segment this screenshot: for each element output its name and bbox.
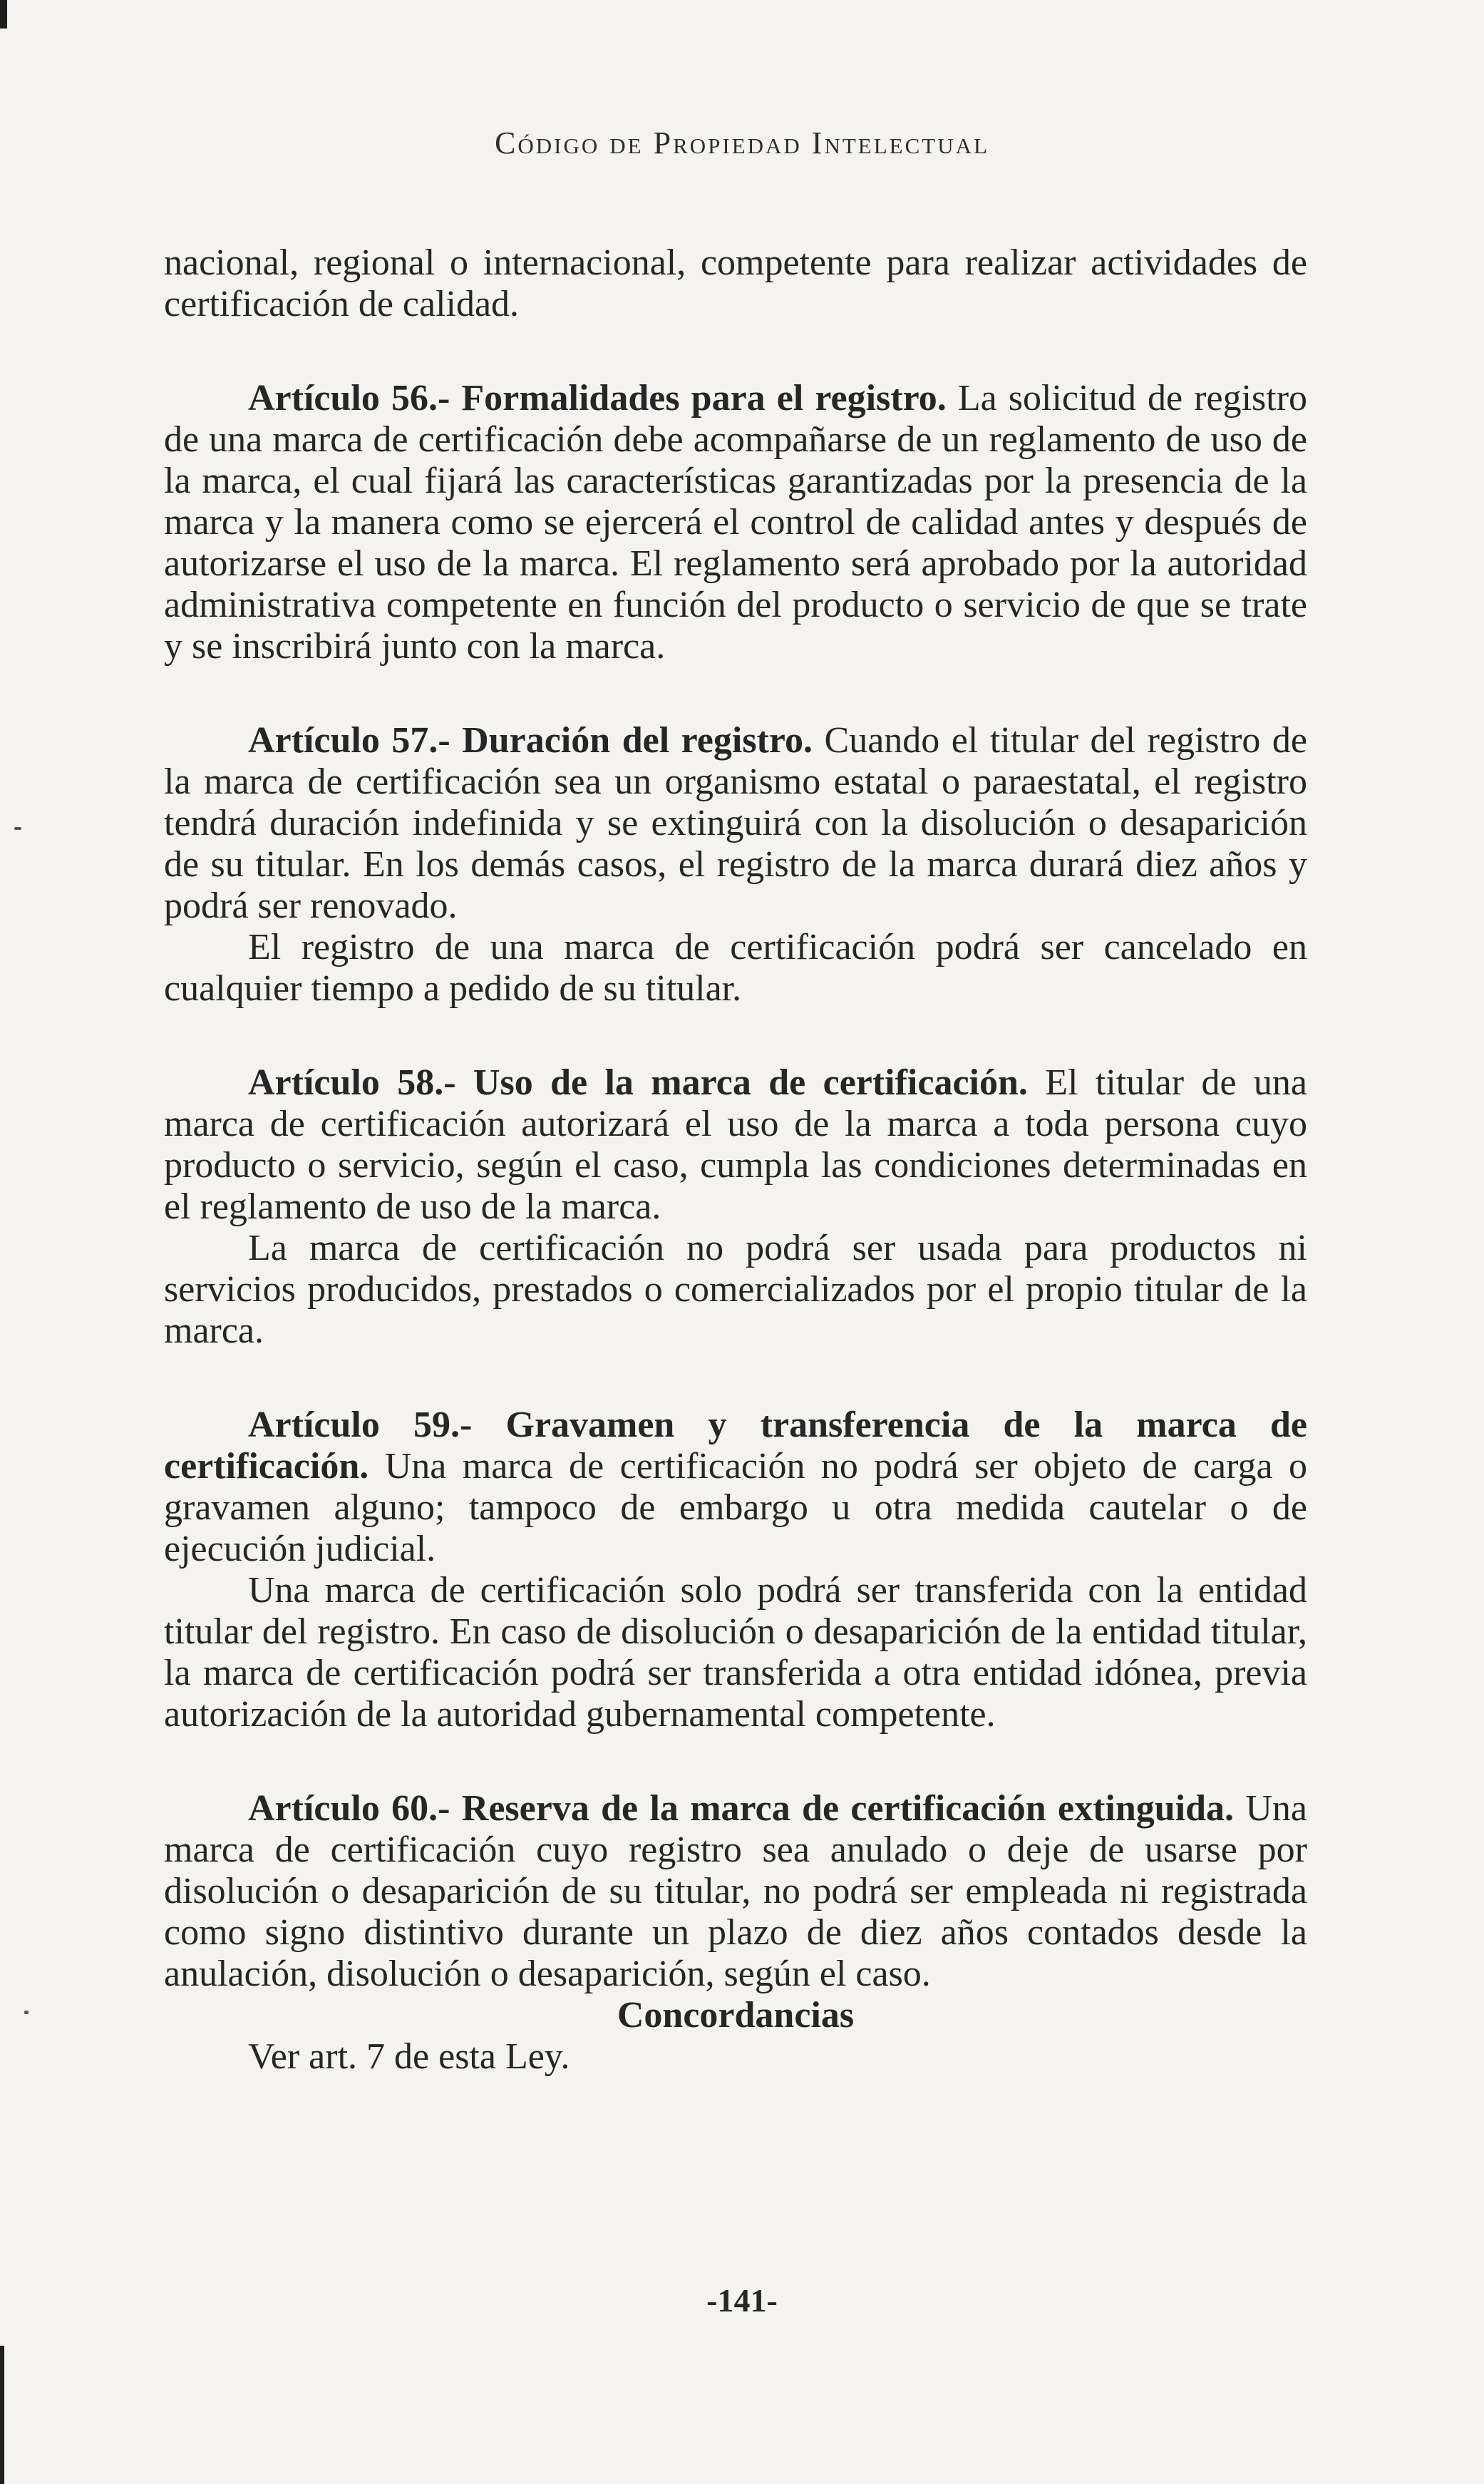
article-58-paragraph-2: La marca de certificación no podrá ser usada para productos ni servicios producidos, prestados o comercializados por el propio titular de la marca.: [164, 1228, 1307, 1351]
page-number: -141-: [706, 2282, 778, 2319]
continuation-paragraph: nacional, regional o internacional, competente para realizar actividades de certificación de calidad.: [164, 242, 1307, 324]
article-57: [164, 720, 1307, 927]
concordancias-text: Ver art. 7 de esta Ley.: [248, 2036, 570, 2077]
article-60: [164, 1788, 1307, 1995]
scan-speck: [14, 827, 21, 830]
article-56-title: Artículo 56.- Formalidades para el registro.: [248, 378, 947, 419]
article-60-title: Artículo 60.- Reserva de la marca de certificación extinguida.: [248, 1788, 1235, 1829]
article-59-title: Artículo 59.- Gravamen y transferencia de la marca de certificación.: [164, 1405, 1307, 1487]
binding-edge-mark-bottom: [0, 2346, 4, 2484]
page-body: [164, 242, 1307, 2078]
scan-speck: [24, 2011, 29, 2014]
article-56: [164, 378, 1307, 667]
article-58: [164, 1062, 1307, 1228]
article-56-text: La solicitud de registro de una marca de certificación debe acompañarse de un reglamento de uso de la marca, el cual fijará las características garantizadas por la presencia de la marca y la manera como se ejercerá el control de calidad antes y después de autorizarse el uso de la marca. El reglamento será aprobado por la autoridad administrativa competente en función del producto o servicio de que se trate y se inscribirá junto con la marca.: [164, 378, 1308, 667]
article-57-paragraph-2: El registro de una marca de certificación podrá ser cancelado en cualquier tiempo a pedido de su titular.: [164, 927, 1307, 1009]
binding-edge-mark-top: [0, 0, 7, 29]
article-58-text: El titular de una marca de certificación autorizará el uso de la marca a toda persona cuyo producto o servicio, según el caso, cumpla las condiciones determinadas en el reglamento de uso de la marca.: [164, 1062, 1307, 1227]
article-57-text: Cuando el titular del registro de la marca de certificación sea un organismo estatal o paraestatal, el registro tendrá duración indefinida y se extinguirá con la disolución o desaparición de su titular. En los demás casos, el registro de la marca durará diez años y podrá ser renovado.: [164, 720, 1308, 926]
article-58-title: Artículo 58.- Uso de la marca de certificación.: [248, 1062, 1028, 1103]
article-60-text: Una marca de certificación cuyo registro sea anulado o deje de usarse por disolución o desaparición de su titular, no podrá ser empleada ni registrada como signo distintivo durante un plazo de diez años contados desde la anulación, disolución o desaparición, según el caso.: [164, 1788, 1308, 1994]
running-head: Código de Propiedad Intelectual: [495, 125, 989, 160]
article-59-paragraph-2: Una marca de certificación solo podrá ser transferida con la entidad titular del registro. En caso de disolución o desaparición de la entidad titular, la marca de certificación podrá ser transferida a otra entidad idónea, previa autorización de la autoridad gubernamental competente.: [164, 1570, 1307, 1735]
article-59: [164, 1405, 1307, 1570]
concordancias-heading: Concordancias: [617, 1995, 855, 2036]
article-59-text: Una marca de certificación no podrá ser objeto de carga o gravamen alguno; tampoco de embargo u otra medida cautelar o de ejecución judicial.: [164, 1446, 1307, 1569]
article-57-title: Artículo 57.- Duración del registro.: [248, 720, 813, 761]
